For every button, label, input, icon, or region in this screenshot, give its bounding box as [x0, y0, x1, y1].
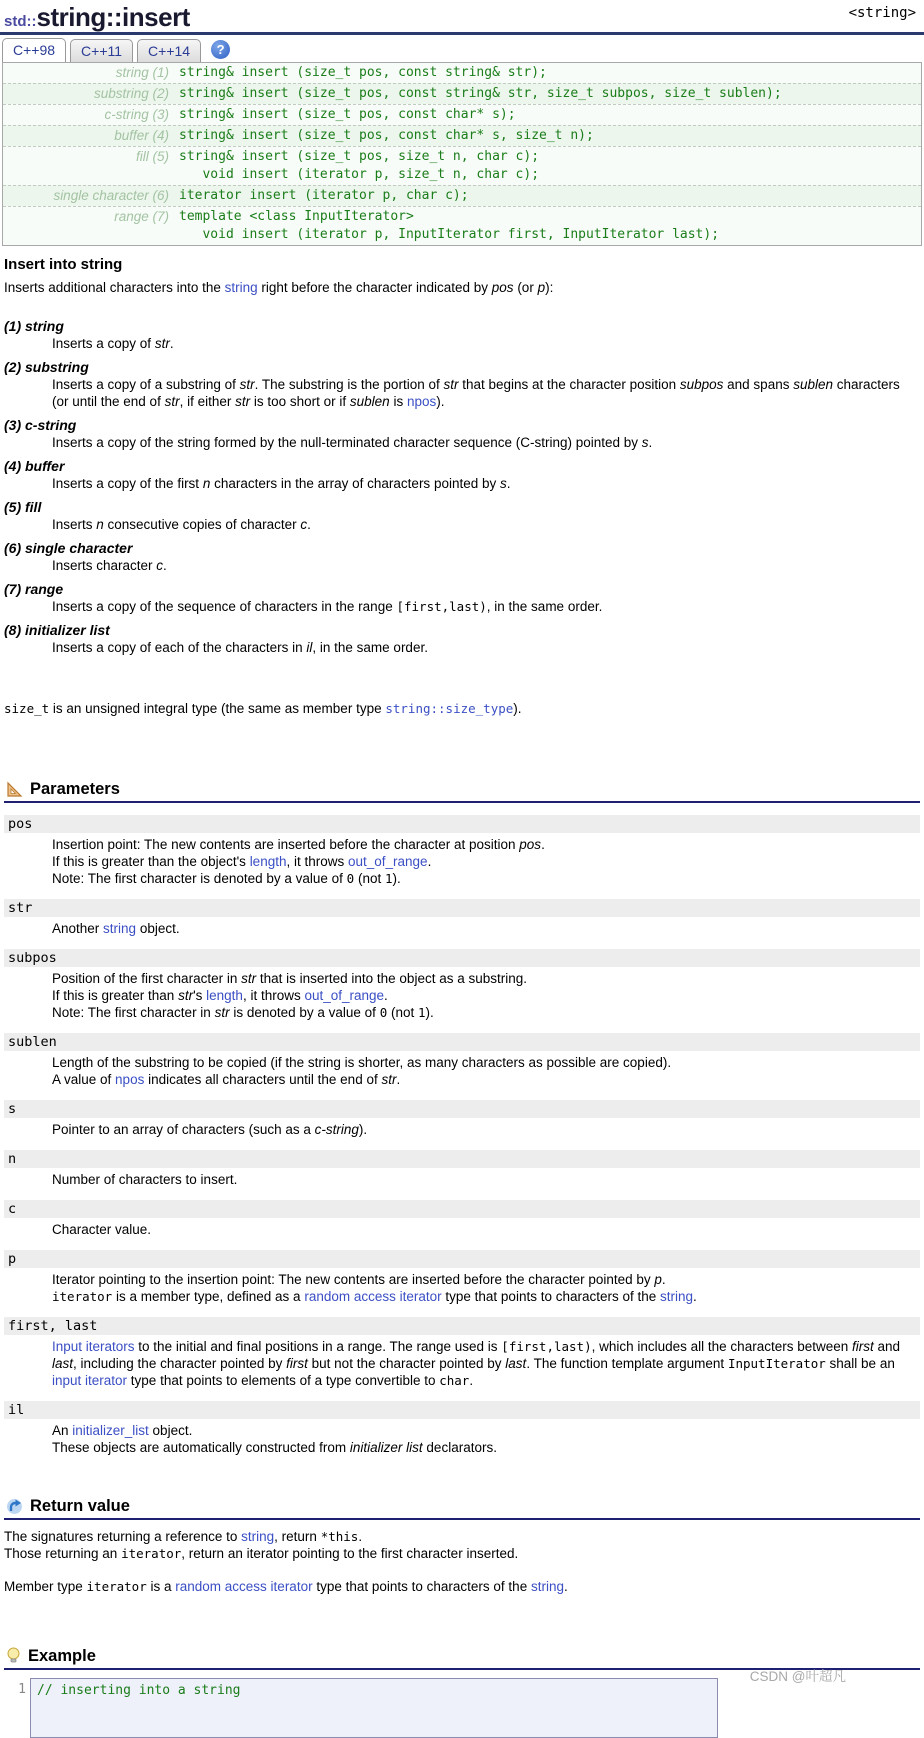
page-header [0, 0, 924, 32]
inline-link[interactable]: npos [115, 1072, 145, 1087]
variant-list [4, 318, 920, 656]
inline-text: p [537, 280, 546, 295]
variant-description [52, 376, 920, 410]
return-value-line [4, 1528, 920, 1545]
parameter-description-line [52, 1338, 920, 1389]
return-value-note [4, 1578, 920, 1595]
page-title [4, 2, 190, 32]
inline-text: is a member type, defined as a [112, 1289, 305, 1304]
overview-intro [4, 279, 920, 296]
declaration-variant-label: range (7) [114, 209, 169, 224]
parameters-section [4, 781, 920, 1456]
code-line-numbers [8, 1678, 30, 1738]
parameter-description-line [52, 1071, 920, 1088]
variant-entry [4, 359, 920, 410]
inline-text: 's [193, 988, 207, 1003]
inline-text: str [241, 971, 257, 986]
parameter-entry [4, 899, 920, 937]
version-tab-label: C++11 [81, 43, 123, 59]
variant-entry [4, 318, 920, 352]
inline-link[interactable]: random access iterator [175, 1579, 313, 1594]
parameter-description [52, 970, 920, 1021]
variant-description [52, 335, 920, 352]
parameter-description-line [52, 836, 920, 853]
inline-text: [first,last) [396, 599, 487, 614]
parameter-name: first, last [4, 1317, 920, 1335]
parameter-description [52, 1338, 920, 1389]
inline-text: The signatures returning a reference to [4, 1529, 242, 1544]
inline-text: that is inserted into the object as a substring. [256, 971, 527, 986]
parameter-description-line [52, 1054, 920, 1071]
inline-text: Pointer to an array of characters (such as a [52, 1122, 315, 1137]
version-tabbar [0, 35, 924, 62]
declaration-code [179, 208, 719, 244]
parameter-description-line [52, 1439, 920, 1456]
inline-text: s [641, 435, 649, 450]
declaration-variant-label: string (1) [115, 65, 169, 80]
inline-link[interactable]: string [224, 280, 258, 295]
parameter-description [52, 1054, 920, 1088]
inline-text: str [443, 377, 459, 392]
inline-text: c-string [314, 1122, 359, 1137]
variant-entry [4, 458, 920, 492]
inline-text: . [427, 854, 432, 869]
inline-text: declarators. [422, 1440, 497, 1455]
inline-text: , if either [179, 394, 236, 409]
variant-description [52, 639, 920, 656]
inline-text: Inserts a copy of a substring of [52, 377, 240, 392]
parameter-entry [4, 1100, 920, 1138]
inline-text: str [381, 1072, 397, 1087]
inline-link[interactable]: initializer_list [72, 1423, 149, 1438]
declaration-row [3, 185, 921, 206]
parameter-description [52, 1121, 920, 1138]
code-line [37, 1682, 711, 1699]
inline-link[interactable]: string [103, 921, 137, 936]
inline-text: Inserts [52, 517, 97, 532]
inline-link[interactable]: Input iterators [52, 1339, 135, 1354]
overview-heading: Insert into string [4, 256, 123, 273]
return-value-section-heading [4, 1498, 920, 1520]
parameter-entry [4, 1033, 920, 1088]
parameter-entry [4, 1317, 920, 1389]
return-arrow-icon [6, 1498, 23, 1515]
version-tab-label: C++98 [13, 42, 56, 58]
inline-text: characters (or until the end of [52, 377, 900, 409]
inline-text: pos [519, 837, 542, 852]
parameter-name: c [4, 1200, 920, 1218]
declaration-variant-label: c-string (3) [104, 107, 169, 122]
parameter-description-line [52, 1171, 920, 1188]
inline-link[interactable]: string [660, 1289, 694, 1304]
parameter-description-line [52, 1221, 920, 1238]
parameters-heading-label: Parameters [30, 780, 120, 798]
inline-text: Iterator pointing to the insertion point: The new contents are inserted before the character pointed by [52, 1272, 655, 1287]
inline-text: 0 [379, 1005, 388, 1020]
inline-text: that begins at the character position [458, 377, 680, 392]
inline-text: Insertion point: The new contents are inserted before the character at position [52, 837, 520, 852]
parameter-description-line [52, 1004, 920, 1021]
inline-text: , it throws [286, 854, 348, 869]
inline-text: , it throws [242, 988, 305, 1003]
declaration-row [3, 206, 921, 245]
inline-text: size_t [4, 701, 50, 716]
variant-heading: (5) fill [4, 499, 42, 515]
inline-text: str [164, 394, 180, 409]
inline-text: str [239, 377, 255, 392]
inline-text: If this is greater than the object's [52, 854, 250, 869]
inline-link[interactable]: out_of_range [348, 854, 428, 869]
inline-text: . [396, 1072, 401, 1087]
parameter-description-line [52, 1422, 920, 1439]
inline-text: 1 [384, 871, 393, 886]
parameter-description-line [52, 970, 920, 987]
inline-text: s [500, 476, 507, 491]
variant-heading: (4) buffer [4, 458, 65, 474]
inline-text: and spans [723, 377, 794, 392]
return-value-line [4, 1545, 920, 1562]
inline-text: ). [392, 871, 401, 886]
return-value-section [4, 1498, 920, 1595]
inline-text: . [469, 1373, 474, 1388]
parameter-list [4, 815, 920, 1456]
inline-text: Number of characters to insert. [52, 1172, 238, 1187]
inline-text: . [563, 1579, 568, 1594]
inline-text: Note: The first character in [52, 1005, 215, 1020]
return-value-text [4, 1528, 920, 1562]
inline-text: . [506, 476, 511, 491]
inline-text: is denoted by a value of [229, 1005, 380, 1020]
inline-text: and [873, 1339, 901, 1354]
inline-text: str [214, 1005, 230, 1020]
inline-text: , return [274, 1529, 321, 1544]
version-tab[interactable] [2, 38, 66, 62]
declaration-code-line: void insert (iterator p, InputIterator first, InputIterator last); [179, 227, 720, 242]
inline-text: (or [513, 280, 538, 295]
inline-text: str [235, 394, 251, 409]
parameter-name: p [4, 1250, 920, 1268]
inline-text: If this is greater than [52, 988, 179, 1003]
variant-description [52, 434, 920, 451]
variant-description [52, 475, 920, 492]
function-title: string::insert [36, 2, 190, 32]
declaration-code-line: string& insert (size_t pos, size_t n, char c); [179, 149, 540, 164]
inline-text: These objects are automatically constructed from [52, 1440, 350, 1455]
inline-text: Inserts a copy of [52, 336, 155, 351]
variant-entry [4, 417, 920, 451]
inline-link[interactable]: input iterator [52, 1373, 128, 1388]
parameter-description-line [52, 853, 920, 870]
parameter-name: s [4, 1100, 920, 1118]
example-code-box[interactable] [30, 1678, 718, 1738]
variant-entry [4, 622, 920, 656]
declaration-variant-label: fill (5) [136, 149, 169, 164]
code-line-number: 1 [18, 1682, 26, 1697]
watermark: CSDN @叶超凡 [749, 1669, 846, 1684]
declaration-variant-label: single character (6) [53, 188, 169, 203]
inline-text: initializer list [349, 1440, 423, 1455]
variant-entry [4, 499, 920, 533]
inline-text: . [661, 1272, 666, 1287]
declaration-code-line: template <class InputIterator> [179, 209, 414, 224]
size-type-note [4, 700, 920, 717]
inline-text: iterator [52, 1289, 113, 1304]
inline-text: . [541, 837, 545, 852]
declaration-code-line: string& insert (size_t pos, const char* s); [179, 107, 516, 122]
inline-text: char [439, 1373, 470, 1388]
inline-text: , including the character pointed by [73, 1356, 287, 1371]
inline-text: (not [387, 1005, 418, 1020]
declaration-code-line: iterator insert (iterator p, char c); [179, 188, 469, 203]
declaration-code [179, 148, 539, 184]
inline-text: // inserting into a string [37, 1683, 241, 1698]
inline-text: characters in the array of characters pointed by [210, 476, 500, 491]
variant-heading: (2) substring [4, 359, 89, 375]
inline-text: last [52, 1356, 74, 1371]
inline-text: . [358, 1529, 363, 1544]
declaration-row [3, 146, 921, 185]
parameter-entry [4, 1200, 920, 1238]
version-tab-label: C++14 [148, 43, 191, 59]
declaration-row [3, 125, 921, 146]
example-heading-label: Example [28, 1646, 96, 1665]
inline-text: object. [148, 1423, 193, 1438]
inline-text: ). [513, 701, 522, 716]
inline-text: ): [545, 280, 554, 295]
inline-text: n [202, 476, 211, 491]
parameter-description [52, 920, 920, 937]
inline-text: right before the character indicated by [257, 280, 492, 295]
inline-text: . The function template argument [526, 1356, 728, 1371]
inline-link[interactable]: string::size_type [385, 701, 514, 716]
example-code-area [8, 1678, 920, 1738]
variant-heading: (7) range [4, 581, 64, 597]
inline-text: . [384, 988, 388, 1003]
declaration-code-line: string& insert (size_t pos, const char* s, size_t n); [179, 128, 594, 143]
declaration-code-line: string& insert (size_t pos, const string& str, size_t subpos, size_t sublen); [179, 86, 782, 101]
inline-text: type that points to elements of a type convertible to [127, 1373, 440, 1388]
inline-text: consecutive copies of character [103, 517, 301, 532]
inline-link[interactable]: string [530, 1579, 564, 1594]
inline-text: [first,last) [501, 1339, 592, 1354]
inline-text: Inserts a copy of the sequence of characters in the range [52, 599, 397, 614]
variant-heading: (3) c-string [4, 417, 77, 433]
inline-text: Inserts a copy of the string formed by the null-terminated character sequence (C-string) pointed by [52, 435, 642, 450]
parameter-description-line [52, 1121, 920, 1138]
inline-text: ). [425, 1005, 434, 1020]
main-content [0, 256, 924, 1738]
inline-text: . The substring is the portion of [254, 377, 444, 392]
inline-text: . [693, 1289, 697, 1304]
parameter-entry [4, 1150, 920, 1188]
parameter-entry [4, 815, 920, 887]
variant-entry [4, 540, 920, 574]
lightbulb-icon [6, 1647, 21, 1665]
inline-text: c [300, 517, 308, 532]
inline-text: . [169, 336, 174, 351]
parameter-description [52, 1171, 920, 1188]
inline-text: , in the same order. [312, 640, 428, 655]
parameter-description [52, 1422, 920, 1456]
parameter-entry [4, 949, 920, 1021]
declaration-row [3, 83, 921, 104]
example-section-heading [4, 1647, 920, 1670]
declaration-code [179, 106, 516, 124]
inline-text: Inserts a copy of each of the characters in [52, 640, 307, 655]
parameter-entry [4, 1401, 920, 1456]
declaration-code-line: void insert (iterator p, size_t n, char c); [179, 167, 540, 182]
inline-text: Member type [4, 1579, 87, 1594]
inline-text: il [306, 640, 313, 655]
parameter-entry [4, 1250, 920, 1305]
variant-description [52, 516, 920, 533]
inline-text: Length of the substring to be copied (if the string is shorter, as many characters as possible are copied). [52, 1055, 672, 1070]
inline-text: ). [436, 394, 445, 409]
help-icon[interactable]: ? [211, 40, 230, 59]
inline-text: subpos [679, 377, 724, 392]
declaration-code [179, 85, 782, 103]
inline-text: Inserts additional characters into the [4, 280, 225, 295]
version-tab[interactable] [137, 39, 201, 62]
inline-text: first [852, 1339, 874, 1354]
inline-text: first [286, 1356, 308, 1371]
inline-text: Another [52, 921, 104, 936]
namespace-prefix: std:: [4, 13, 37, 30]
variant-entry [4, 581, 920, 615]
inline-text: type that points to characters of the [312, 1579, 531, 1594]
inline-link[interactable]: length [206, 988, 243, 1003]
inline-text: is an unsigned integral type (the same as member type [49, 701, 386, 716]
inline-text: p [654, 1272, 662, 1287]
inline-text: n [96, 517, 104, 532]
set-square-icon [6, 781, 23, 798]
inline-text: type that points to characters of the [441, 1289, 661, 1304]
declaration-table [2, 62, 922, 246]
inline-text: A value of [52, 1072, 116, 1087]
inline-text: object. [136, 921, 180, 936]
inline-text: is [389, 394, 407, 409]
declaration-row [3, 104, 921, 125]
inline-text: last [505, 1356, 527, 1371]
inline-text: pos [491, 280, 514, 295]
variant-description [52, 598, 920, 615]
inline-text: ). [358, 1122, 368, 1137]
variant-heading: (1) string [4, 318, 64, 334]
variant-heading: (6) single character [4, 540, 133, 556]
variant-description [52, 557, 920, 574]
declaration-variant-label: substring (2) [93, 86, 169, 101]
inline-text: InputIterator [727, 1356, 826, 1371]
parameter-name: str [4, 899, 920, 917]
variant-heading: (8) initializer list [4, 622, 110, 638]
header-file-reference[interactable]: <string> [848, 5, 916, 21]
inline-text: , return an iterator pointing to the first character inserted. [181, 1546, 519, 1561]
inline-text: str [178, 988, 194, 1003]
inline-text: is a [146, 1579, 176, 1594]
inline-text: c [156, 558, 164, 573]
inline-text: . [648, 435, 653, 450]
inline-text: str [154, 336, 170, 351]
parameter-description [52, 1221, 920, 1238]
inline-text: Inserts character [52, 558, 157, 573]
inline-link[interactable]: random access iterator [304, 1289, 442, 1304]
inline-text: 0 [346, 871, 355, 886]
inline-text: Character value. [52, 1222, 152, 1237]
inline-text: Those returning an [4, 1546, 122, 1561]
inline-text: An [52, 1423, 73, 1438]
declaration-code [179, 187, 469, 205]
inline-text: iterator [86, 1579, 147, 1594]
declaration-code-line: string& insert (size_t pos, const string& str); [179, 65, 547, 80]
inline-text: shall be an [825, 1356, 895, 1371]
parameter-description [52, 836, 920, 887]
inline-text: Inserts a copy of the first [52, 476, 203, 491]
parameter-description-line [52, 1271, 920, 1288]
parameter-name: n [4, 1150, 920, 1168]
parameter-name: sublen [4, 1033, 920, 1051]
parameter-description-line [52, 987, 920, 1004]
declaration-code [179, 64, 547, 82]
inline-text: iterator [121, 1546, 182, 1561]
declaration-variant-label: buffer (4) [114, 128, 169, 143]
inline-text: , in the same order. [486, 599, 603, 614]
inline-link[interactable]: out_of_range [304, 988, 385, 1003]
inline-link[interactable]: string [241, 1529, 275, 1544]
inline-text: is too short or if [250, 394, 350, 409]
inline-text: . [163, 558, 167, 573]
parameter-description [52, 1271, 920, 1305]
parameter-name: il [4, 1401, 920, 1419]
inline-text: but not the character pointed by [307, 1356, 506, 1371]
parameter-name: subpos [4, 949, 920, 967]
example-section [4, 1647, 920, 1738]
inline-text: *this [320, 1529, 359, 1544]
parameter-description-line [52, 870, 920, 887]
inline-text: to the initial and final positions in a range. The range used is [134, 1339, 502, 1354]
declaration-code [179, 127, 594, 145]
parameters-section-heading [4, 781, 920, 803]
inline-text: , which includes all the characters between [591, 1339, 852, 1354]
parameter-description-line [52, 1288, 920, 1305]
inline-text: 1 [417, 1005, 426, 1020]
version-tab[interactable] [70, 39, 133, 62]
inline-link[interactable]: length [249, 854, 287, 869]
inline-text: indicates all characters until the end of [144, 1072, 382, 1087]
version-tabs [2, 38, 201, 62]
inline-text: (not [354, 871, 385, 886]
declaration-row [3, 63, 921, 83]
return-value-heading-label: Return value [30, 1497, 130, 1515]
inline-text: . [307, 517, 311, 532]
inline-text: sublen [349, 394, 390, 409]
inline-text: sublen [793, 377, 834, 392]
inline-text: Position of the first character in [52, 971, 242, 986]
inline-text: Note: The first character is denoted by a value of [52, 871, 347, 886]
inline-link[interactable]: npos [406, 394, 437, 409]
parameter-description-line [52, 920, 920, 937]
parameter-name: pos [4, 815, 920, 833]
